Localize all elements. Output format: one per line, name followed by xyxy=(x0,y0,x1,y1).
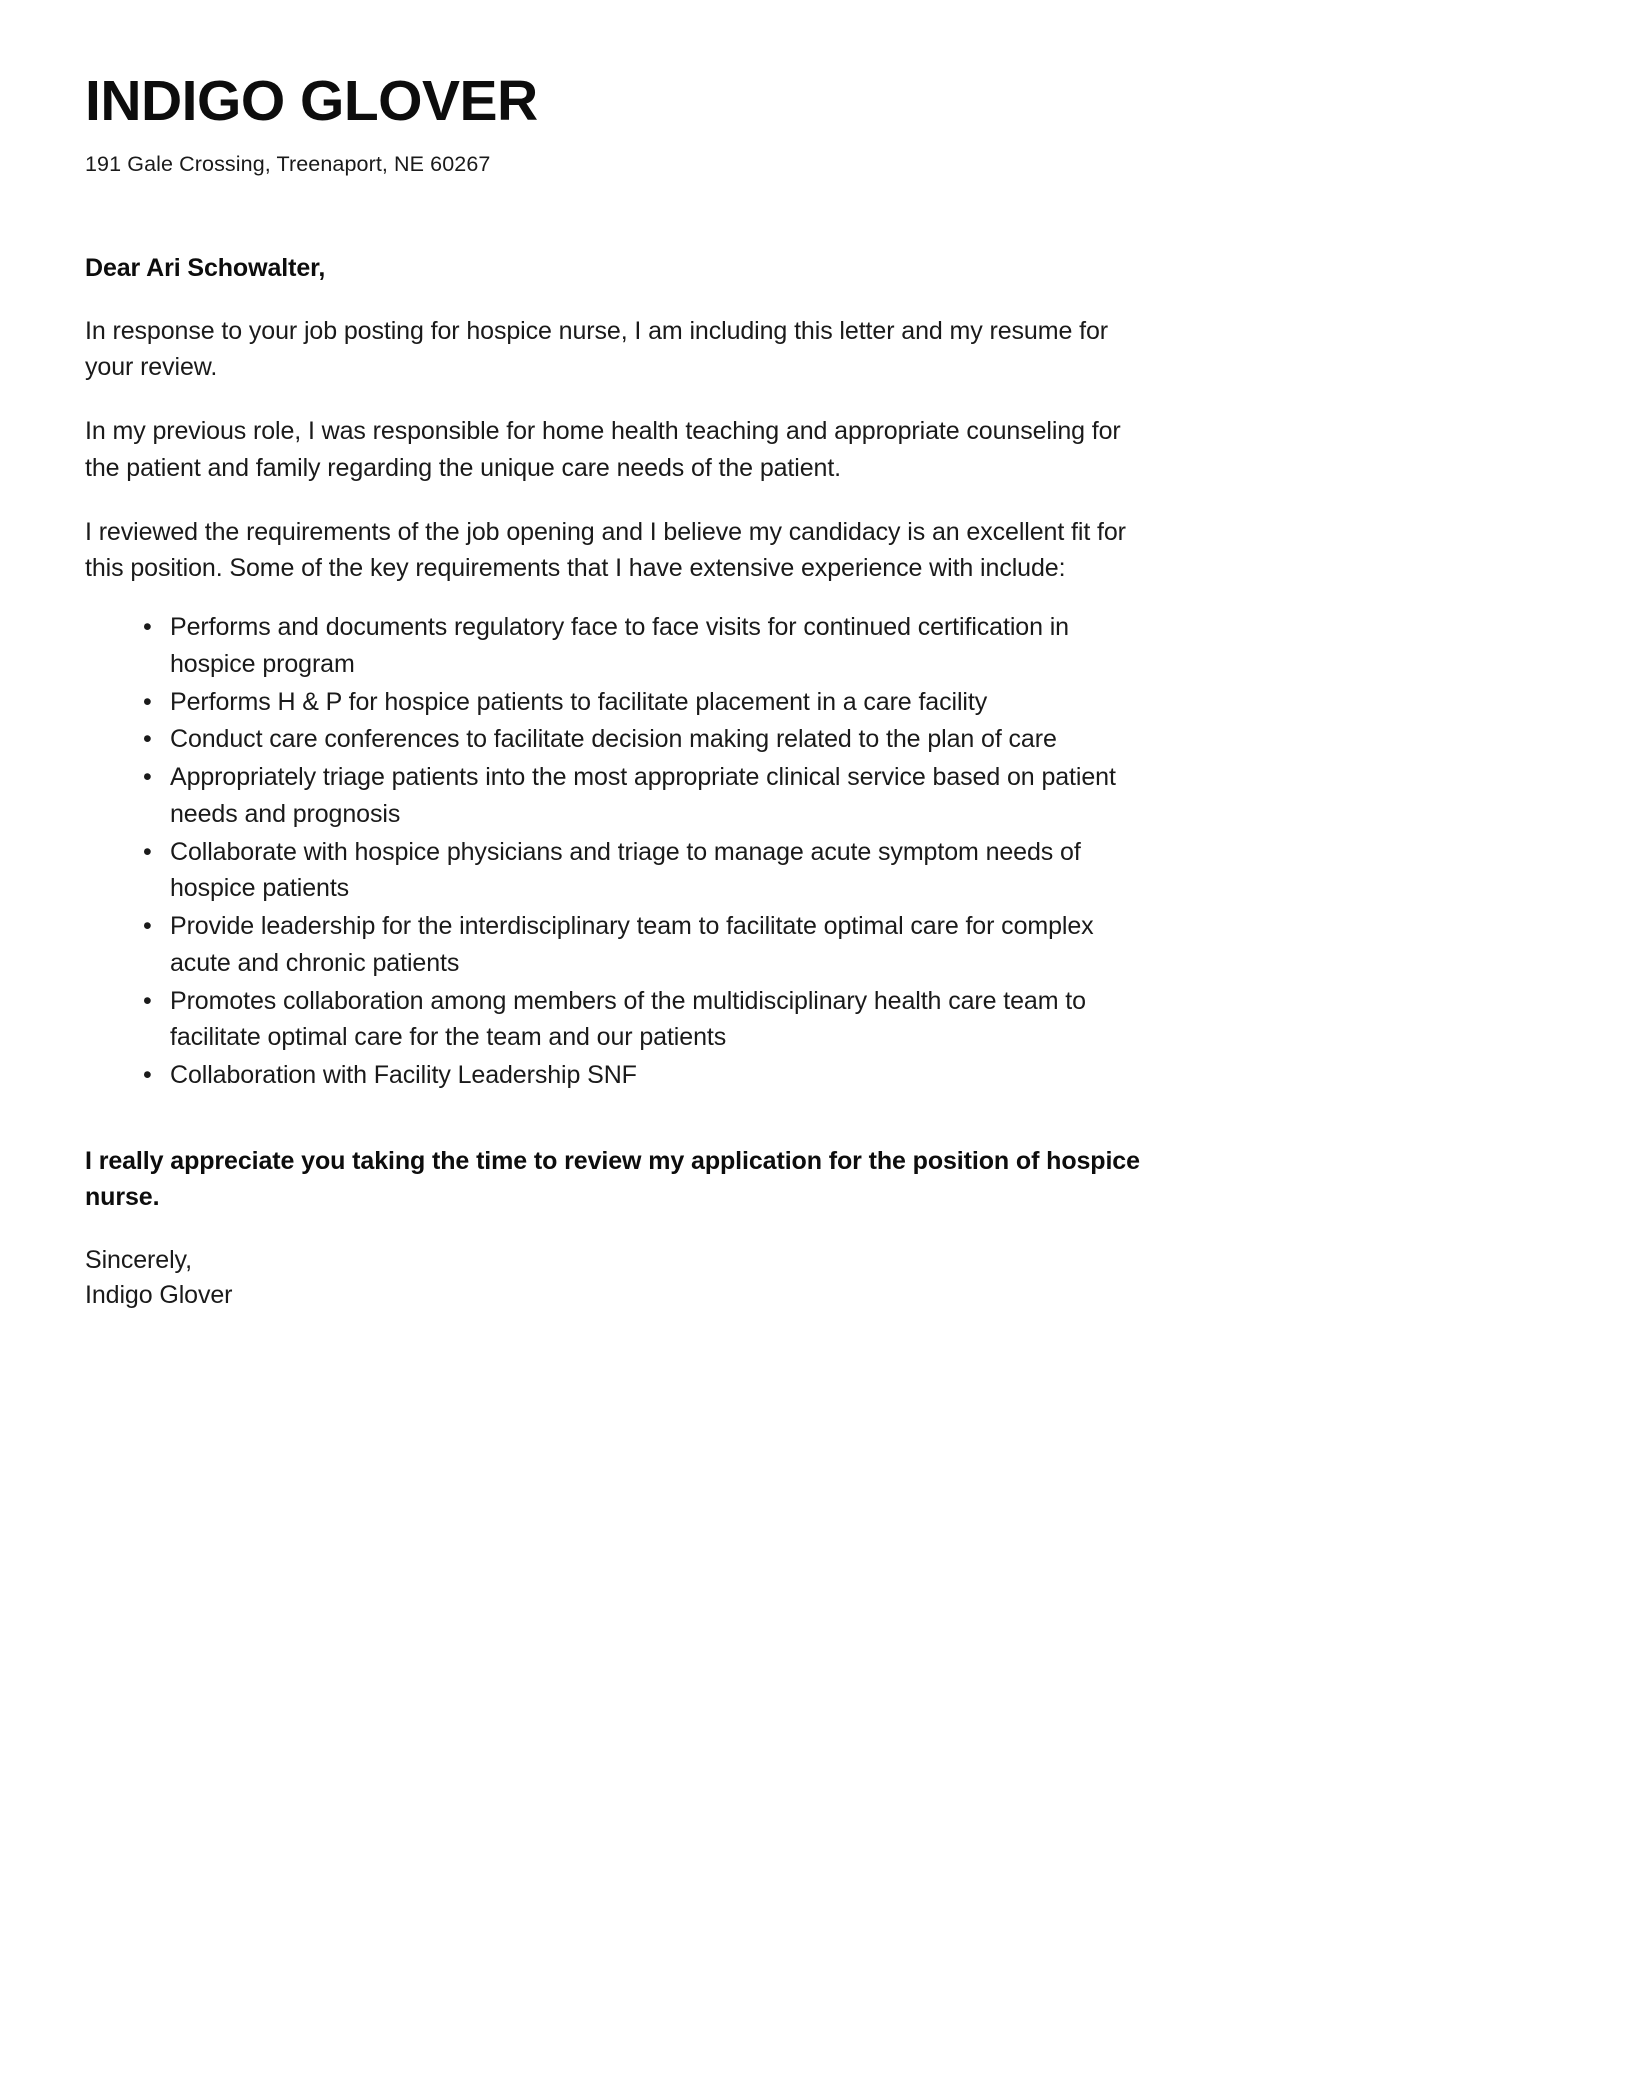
body-paragraph-1: In response to your job posting for hospice nurse, I am including this letter and my resume for your review. xyxy=(85,316,1108,382)
list-item: • Performs H & P for hospice patients to facilitate placement in a care facility xyxy=(143,684,1140,721)
signoff-block xyxy=(85,1215,1140,1312)
sender-address: 191 Gale Crossing, Treenaport, NE 60267 xyxy=(85,151,491,176)
body-paragraph-3: I reviewed the requirements of the job opening and I believe my candidacy is an excellent fit for this position. Some of the key requirements that I have extensive experience with include: xyxy=(85,517,1126,583)
closing-statement: I really appreciate you taking the time to review my application for the position of hospice nurse. xyxy=(85,1146,1140,1212)
list-item: • Provide leadership for the interdisciplinary team to facilitate optimal care for complex acute and chronic patients xyxy=(143,908,1140,982)
qualifications-list xyxy=(85,587,1140,1094)
signature-name: Indigo Glover xyxy=(85,1280,233,1309)
page-title: INDIGO GLOVER xyxy=(85,69,538,133)
list-item: • Collaboration with Facility Leadership SNF xyxy=(143,1057,1140,1094)
salutation: Dear Ari Schowalter, xyxy=(85,253,326,282)
list-item: • Collaborate with hospice physicians and triage to manage acute symptom needs of hospice patients xyxy=(143,834,1140,908)
list-item: • Promotes collaboration among members of the multidisciplinary health care team to facilitate optimal care for the team and our patients xyxy=(143,983,1140,1057)
letter-content xyxy=(85,0,1140,1312)
list-item: • Performs and documents regulatory face to face visits for continued certification in hospice program xyxy=(143,609,1140,683)
body-paragraph-2: In my previous role, I was responsible for home health teaching and appropriate counseling for the patient and family regarding the unique care needs of the patient. xyxy=(85,417,1121,482)
list-item: • Appropriately triage patients into the most appropriate clinical service based on patient needs and prognosis xyxy=(143,759,1140,833)
list-item: • Conduct care conferences to facilitate decision making related to the plan of care xyxy=(143,721,1140,758)
valediction: Sincerely, xyxy=(85,1246,192,1275)
